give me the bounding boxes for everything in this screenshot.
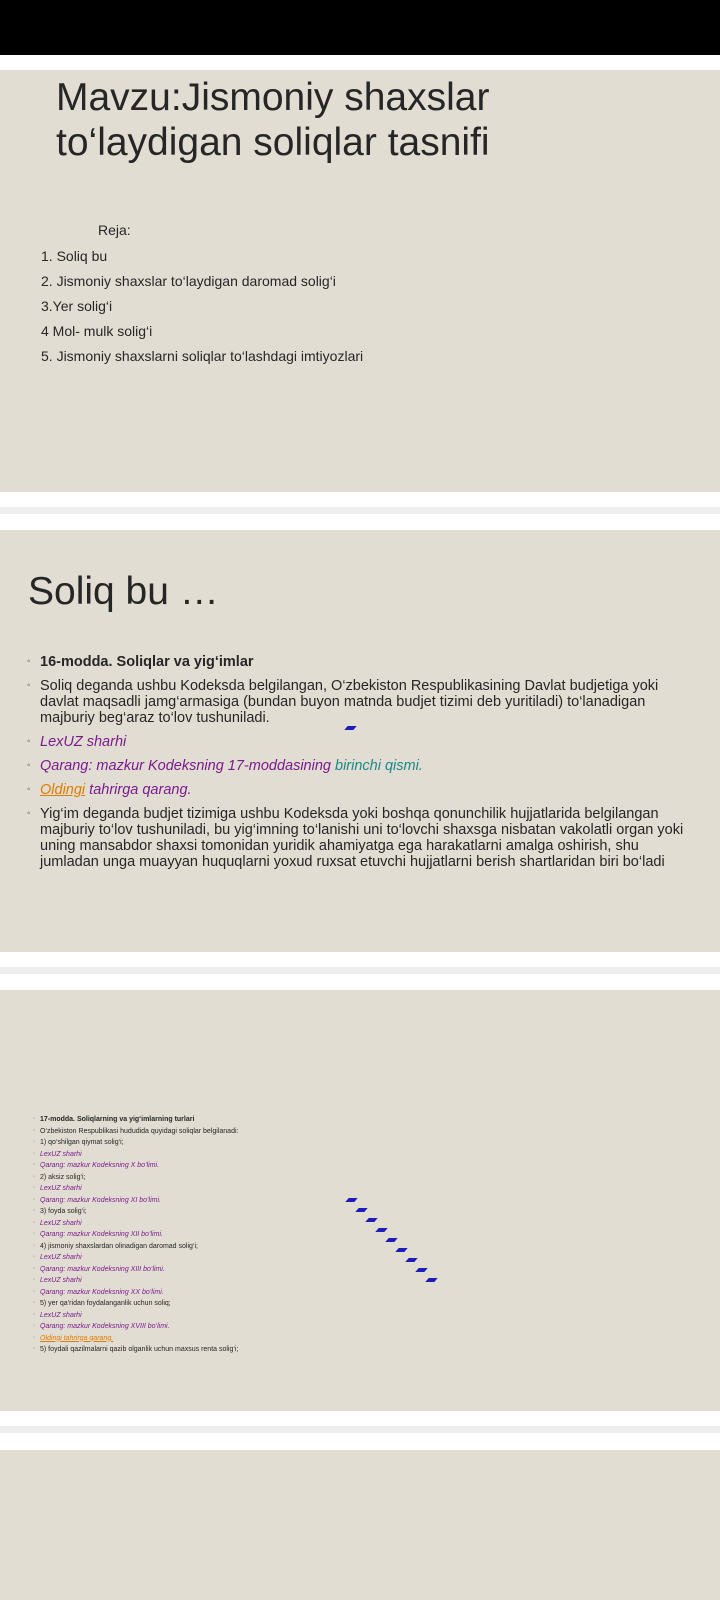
slide-3[interactable] xyxy=(0,990,720,1411)
slide-3-line[interactable]: ◦ LexUZ sharhi xyxy=(33,1310,333,1322)
slide-3-line[interactable]: ◦ LexUZ sharhi xyxy=(33,1275,333,1287)
plan-list xyxy=(41,246,363,371)
slide-3-line: ◦ O‘zbekiston Respublikasi hududida quyidagi soliqlar belgilanadi: xyxy=(33,1126,333,1138)
slide-3-line[interactable]: ◦ LexUZ sharhi xyxy=(33,1183,333,1195)
slide-separator xyxy=(0,967,720,974)
slide-3-line: ◦ 5) yer qa’ridan foydalanganlik uchun soliq; xyxy=(33,1298,333,1310)
slide-3-line[interactable]: ◦ Qarang: mazkur Kodeksning XVIII bo‘limi. xyxy=(33,1321,333,1333)
title-line-1: Mavzu:Jismoniy shaxslar xyxy=(56,76,490,119)
slide-1[interactable] xyxy=(0,70,720,492)
slide-2[interactable] xyxy=(0,530,720,952)
slide-3-line: ◦ 2) aksiz solig‘i; xyxy=(33,1172,333,1184)
slide-4[interactable] xyxy=(0,1450,720,1600)
qarang-line xyxy=(27,758,687,774)
slide-3-list xyxy=(33,1114,333,1356)
oldingi-text: tahrirga qarang. xyxy=(85,782,192,798)
plan-item: 4 Mol- mulk solig‘i xyxy=(41,323,153,339)
tax-definition: ◦ Soliq deganda ushbu Kodeksda belgilangan, O‘zbekiston Respublikasining Davlat budjetiga yoki davlat maqsadli jamg‘armasiga (bundan buyon matnda budjet tizimi deb yuritiladi) to‘lanadigan majburiy beg‘araz to‘lov tushuniladi. xyxy=(27,678,687,726)
pencil-mark-icon xyxy=(395,1248,407,1252)
slide-1-title xyxy=(56,75,490,165)
plan-item: 1. Soliq bu xyxy=(41,248,108,264)
top-status-bar xyxy=(0,0,720,55)
pencil-mark-icon xyxy=(425,1278,437,1282)
slide-3-line[interactable]: ◦ Qarang: mazkur Kodeksning XI bo‘limi. xyxy=(33,1195,333,1207)
slide-3-line: ◦ 1) qo‘shilgan qiymat solig‘i; xyxy=(33,1137,333,1149)
slide-2-bullets xyxy=(27,654,687,878)
pencil-mark-icon xyxy=(415,1268,427,1272)
slide-separator xyxy=(0,507,720,514)
pencil-mark-icon xyxy=(365,1218,377,1222)
fee-definition: ◦ Yig‘im deganda budjet tizimiga ushbu Kodeksda yoki boshqa qonunchilik hujjatlarida belgilangan majburiy to‘lov tushuniladi, bu yig‘imning to‘lanishi uni to‘lovchi shaxsga nisbatan vakolatli organ yoki uning mansabdor shaxsi tomonidan yuridik ahamiyatga ega harakatlarni amalga oshirish, shu jumladan unga muayyan huquqlarni yoxud ruxsat etuvchi hujjatlarni berish shartlaridan biri bo‘ladi xyxy=(27,806,687,870)
pencil-mark-icon xyxy=(385,1238,397,1242)
plan-label: Reja: xyxy=(98,222,131,238)
slide-3-line[interactable]: ◦ Oldingi tahrirga qarang. xyxy=(33,1333,333,1345)
slide-3-line: ◦ 5) foydali qazilmalarni qazib olganlik uchun maxsus renta solig‘i; xyxy=(33,1344,333,1356)
oldingi-link[interactable]: Oldingi xyxy=(40,782,86,798)
slide-3-line[interactable]: ◦ Qarang: mazkur Kodeksning X bo‘limi. xyxy=(33,1160,333,1172)
qarang-link[interactable]: birinchi qismi. xyxy=(335,758,423,774)
lexuz-link[interactable]: ◦ LexUZ sharhi xyxy=(27,734,687,750)
slide-separator xyxy=(0,1426,720,1433)
slide-3-line[interactable]: ◦ LexUZ sharhi xyxy=(33,1149,333,1161)
slide-3-line[interactable]: ◦ LexUZ sharhi xyxy=(33,1252,333,1264)
oldingi-line xyxy=(27,782,687,798)
slide-3-line: ◦ 4) jismoniy shaxslardan olinadigan daromad solig‘i; xyxy=(33,1241,333,1253)
pencil-mark-icon xyxy=(405,1258,417,1262)
slide-3-line[interactable]: ◦ Qarang: mazkur Kodeksning XX bo‘limi. xyxy=(33,1287,333,1299)
title-line-2: to‘laydigan soliqlar tasnifi xyxy=(56,121,490,164)
slide-3-line[interactable]: ◦ LexUZ sharhi xyxy=(33,1218,333,1230)
slide-3-line[interactable]: ◦ Qarang: mazkur Kodeksning XIII bo‘limi. xyxy=(33,1264,333,1276)
slide-2-title: Soliq bu … xyxy=(28,570,219,613)
plan-item: 3.Yer solig‘i xyxy=(41,298,113,314)
pencil-mark-icon xyxy=(355,1208,367,1212)
slide-3-line: ◦ 17-modda. Soliqlarning va yig‘imlarning turlari xyxy=(33,1114,333,1126)
pencil-mark-icon xyxy=(375,1228,387,1232)
slide-3-line[interactable]: ◦ Qarang: mazkur Kodeksning XII bo‘limi. xyxy=(33,1229,333,1241)
article-heading: ◦ 16-modda. Soliqlar va yig‘imlar xyxy=(27,654,687,670)
pencil-mark-icon xyxy=(345,1198,357,1202)
plan-item: 2. Jismoniy shaxslar to‘laydigan daromad solig‘i xyxy=(41,273,336,289)
slide-3-line: ◦ 3) foyda solig‘i; xyxy=(33,1206,333,1218)
qarang-text: Qarang: mazkur Kodeksning 17-moddasining xyxy=(40,758,335,774)
plan-item: 5. Jismoniy shaxslarni soliqlar to‘lashdagi imtiyozlari xyxy=(41,348,364,364)
